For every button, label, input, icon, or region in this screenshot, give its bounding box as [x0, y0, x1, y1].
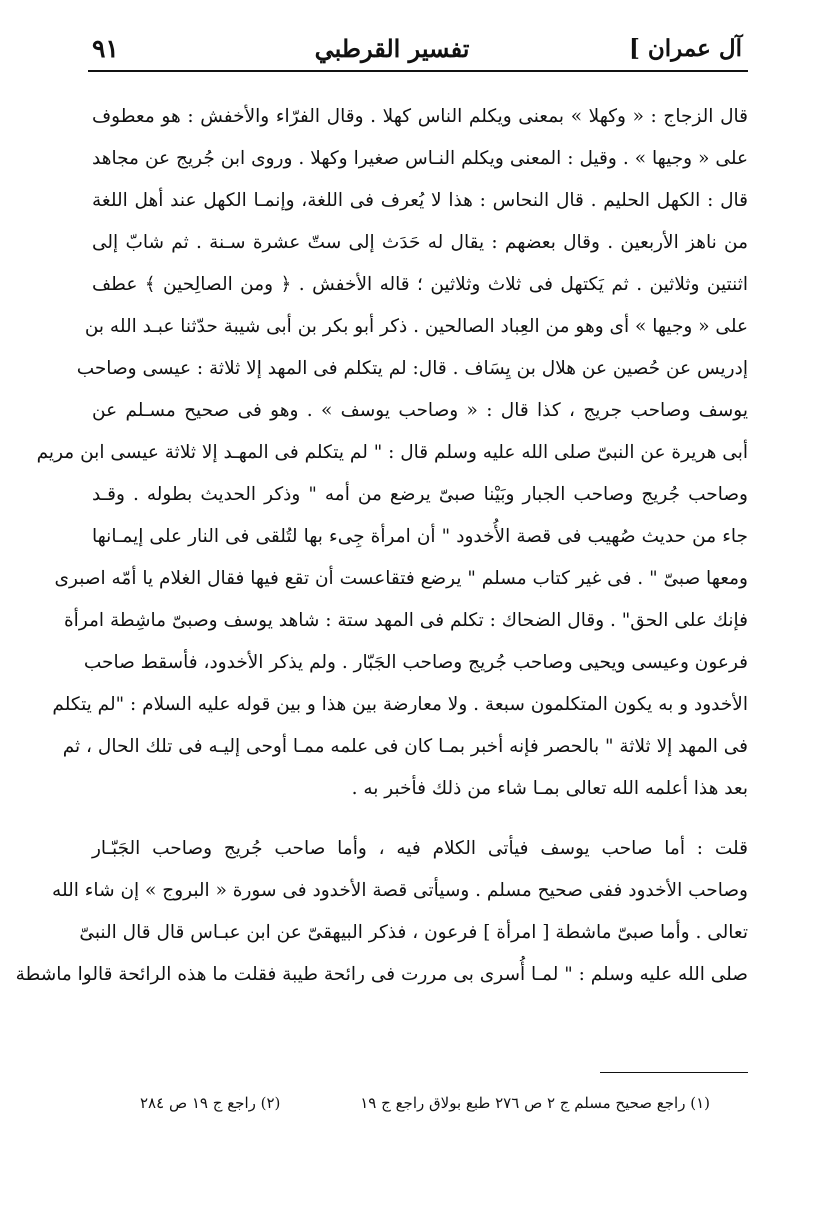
text-line: فإنك على الحق" . وقال الضحاك : تكلم فى المهد ستة : شاهد يوسف وصبىّ ماشِطة امرأة: [63, 610, 748, 631]
footnote-rule: [600, 1072, 748, 1073]
footnotes: [140, 1094, 710, 1112]
body-text: [15, 96, 748, 996]
text-line: قال : الكهل الحليم . قال النحاس : هذا لا يُعرف فى اللغة، وإنمـا الكهل عند أهل اللغة: [92, 190, 748, 211]
paragraph-1: [36, 96, 748, 810]
footnote-2: (٢) راجع ج ١٩ ص ٢٨٤: [140, 1094, 281, 1112]
text-line: جاء من حديث صُهيب فى قصة الأُخدود " أن امرأة جِىء بها لتُلقى فى النار على إيمـانها: [92, 526, 748, 547]
page-header: [92, 28, 742, 68]
header-rule: [88, 70, 748, 72]
surah-name: آل عمران ]: [629, 34, 742, 62]
text-line: صلى الله عليه وسلم : " لمـا أُسرى بى مررت فى رائحة طيبة فقلت ما هذه الرائحة قالوا ماشطة: [15, 964, 748, 985]
text-line: من ناهز الأربعين . وقال بعضهم : يقال له حَدَث إلى ستّ عشرة سـنة . ثم شابّ إلى: [92, 232, 748, 253]
text-line: على « وجيها » . وقيل : المعنى ويكلم النـاس صغيرا وكهلا . وروى ابن جُريج عن مجاهد: [92, 148, 748, 169]
text-line: بعد هذا أعلمه الله تعالى بمـا شاء من ذلك فأخبر به .: [351, 778, 748, 799]
text-line: وصاحب الأخدود ففى صحيح مسلم . وسيأتى قصة الأخدود فى سورة « البروج » إن شاء الله: [52, 880, 748, 901]
text-line: قلت : أما صاحب يوسف فيأتى الكلام فيه ، وأما صاحب جُريج وصاحب الجَبّـار: [92, 838, 748, 859]
page-number: ٩١: [92, 33, 119, 63]
text-line: أبى هريرة عن النبىّ صلى الله عليه وسلم قال : " لم يتكلم فى المهـد إلا ثلاثة عيسى ابن مريم: [36, 442, 748, 463]
text-line: يوسف وصاحب جريج ، كذا قال : « وصاحب يوسف » . وهو فى صحيح مسـلم عن: [92, 400, 748, 421]
book-title: تفسير القرطبي: [314, 33, 470, 63]
text-line: إدريس عن حُصين عن هلال بن يِسَاف . قال: لم يتكلم فى المهد إلا ثلاثة : عيسى وصاحب: [76, 358, 748, 379]
text-line: تعالى . وأما صبىّ ماشطة [ امرأة ] فرعون ، فذكر البيهقىّ عن ابن عبـاس قال قال النبىّ: [79, 922, 748, 943]
text-line: فرعون وعيسى ويحيى وصاحب جُريج وصاحب الجَبّار . ولم يذكر الأخدود، فأسقط صاحب: [83, 652, 748, 673]
text-line: ومعها صبىّ " . فى غير كتاب مسلم " يرضع فتقاعست أن تقع فيها فقال الغلام يا أمّه اصبرى: [54, 568, 748, 589]
paragraph-2: [15, 828, 748, 996]
text-line: اثنتين وثلاثين . ثم يَكتهل فى ثلاث وثلاثين ؛ قاله الأخفش . ﴿ ومن الصالِحين ﴾ عطف: [92, 274, 748, 295]
text-line: الأخدود و به يكون المتكلمون سبعة . ولا معارضة بين هذا و بين قوله عليه السلام : "لم يتكلم: [52, 694, 748, 715]
text-line: فى المهد إلا ثلاثة " بالحصر فإنه أخبر بمـا كان فى علمه ممـا أوحى إليـه فى تلك الحال ، ثم: [62, 736, 748, 757]
text-line: وصاحب جُريج وصاحب الجبار وبَيْنا صبىّ يرضع من أمه " وذكر الحديث بطوله . وقـد: [92, 484, 748, 505]
footnote-1: (١) راجع صحيح مسلم ج ٢ ص ٢٧٦ طبع بولاق راجع ج ١٩: [360, 1094, 710, 1112]
text-line: على « وجيها » أى وهو من العِباد الصالحين . ذكر أبو بكر بن أبى شيبة حدّثنا عبـد الله بن: [84, 316, 748, 337]
paragraph-gap: [92, 810, 748, 828]
text-line: قال الزجاج : « وكهلا » بمعنى ويكلم الناس كهلا . وقال الفرّاء والأخفش : هو معطوف: [92, 106, 748, 127]
